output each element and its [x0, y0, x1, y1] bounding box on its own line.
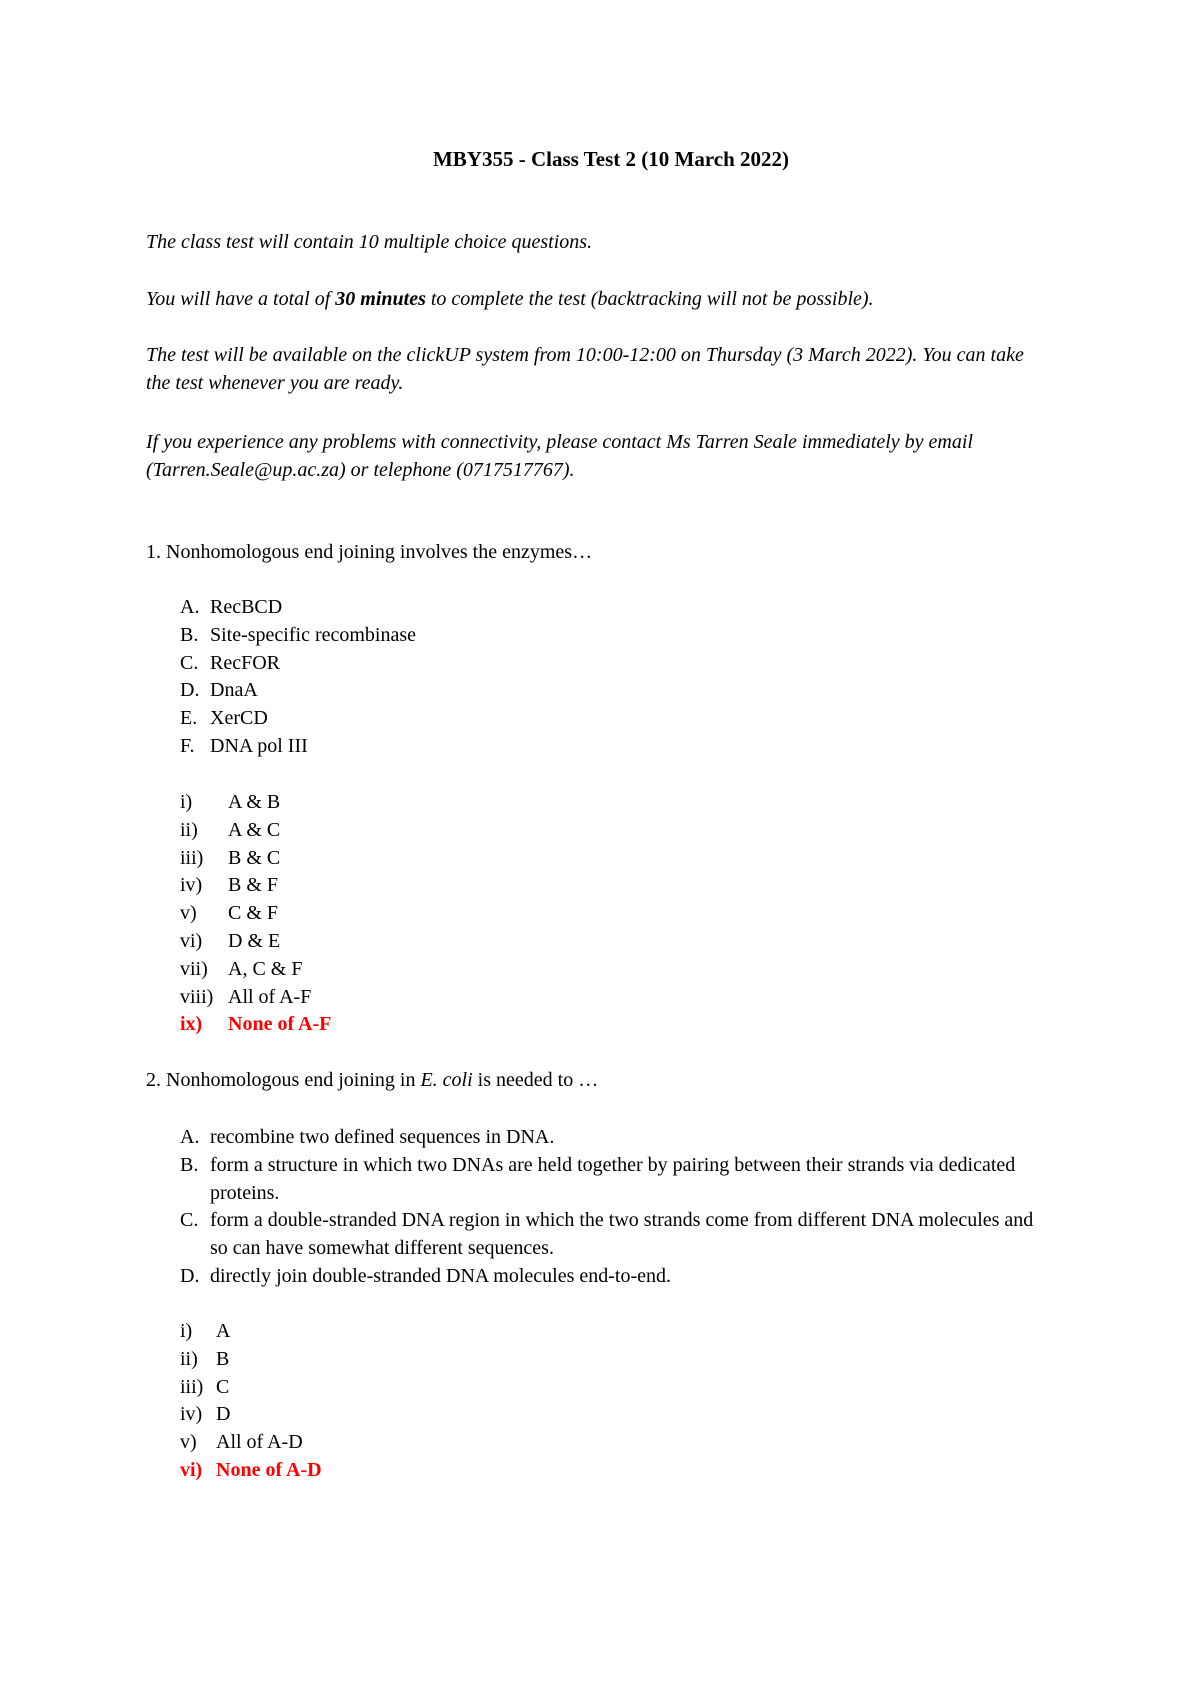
- answer-choice: [180, 845, 680, 873]
- intro-availability: The test will be available on the clickUP system from 10:00-12:00 on Thursday (3 March 2022). You can take the test whenever you are ready.: [146, 344, 1024, 394]
- option-text: XerCD: [210, 707, 268, 730]
- answer-choice: [180, 1457, 680, 1485]
- answer-choice: [180, 1346, 680, 1374]
- option-item: [180, 705, 1060, 733]
- intro-contact: If you experience any problems with connectivity, please contact Ms Tarren Seale immediately by email (Tarren.Seale@up.ac.za) or telephone (0717517767).: [146, 431, 973, 481]
- question-1-options: [180, 594, 1060, 761]
- option-item: [180, 733, 1060, 761]
- option-text: recombine two defined sequences in DNA.: [210, 1126, 555, 1148]
- answer-numeral: ix): [180, 1013, 203, 1036]
- option-letter: A.: [180, 596, 200, 618]
- answer-text: A & B: [228, 791, 281, 813]
- option-letter: E.: [180, 707, 198, 730]
- answer-numeral: v): [180, 902, 197, 925]
- option-item: [180, 1124, 1040, 1152]
- answer-text: C: [216, 1375, 230, 1398]
- answer-numeral: v): [180, 1431, 197, 1454]
- option-text: form a structure in which two DNAs are held together by pairing between their strands via dedicated proteins.: [210, 1153, 1016, 1204]
- answer-text: D: [216, 1403, 231, 1426]
- question-2-answers: [180, 1318, 680, 1485]
- answer-text: All of A-D: [216, 1431, 303, 1454]
- answer-choice: [180, 817, 680, 845]
- option-text: Site-specific recombinase: [210, 623, 417, 646]
- option-letter: B.: [180, 1153, 199, 1176]
- answer-text: B & F: [228, 874, 279, 897]
- option-item: [180, 1263, 1040, 1291]
- answer-text: A: [216, 1320, 231, 1342]
- answer-numeral: i): [180, 1320, 193, 1342]
- answer-choice: [180, 1011, 680, 1039]
- page-title: MBY355 - Class Test 2 (10 March 2022): [432, 147, 789, 171]
- answer-numeral: i): [180, 791, 193, 813]
- question-2-stem-before: 2. Nonhomologous end joining in: [146, 1069, 421, 1091]
- answer-text: B & C: [228, 846, 281, 869]
- option-letter: C.: [180, 651, 199, 674]
- option-item: [180, 594, 1060, 622]
- answer-text: None of A-D: [216, 1458, 322, 1481]
- option-letter: F.: [180, 734, 195, 757]
- intro-question-count: The class test will contain 10 multiple choice questions.: [146, 231, 593, 253]
- answer-text: None of A-F: [228, 1013, 332, 1036]
- answer-choice: [180, 956, 680, 984]
- answer-choice: [180, 1429, 680, 1457]
- answer-numeral: iii): [180, 1375, 204, 1398]
- intro-time-before: You will have a total of: [146, 288, 336, 310]
- option-item: [180, 677, 1060, 705]
- answer-text: B: [216, 1347, 230, 1370]
- answer-choice: [180, 1401, 680, 1429]
- option-letter: C.: [180, 1209, 199, 1232]
- intro-time-bold: 30 minutes: [335, 288, 426, 310]
- answer-choice: [180, 928, 680, 956]
- answer-text: All of A-F: [228, 985, 312, 1008]
- question-1-stem: 1. Nonhomologous end joining involves the enzymes…: [146, 541, 593, 563]
- answer-text: A & C: [228, 818, 281, 841]
- answer-numeral: vi): [180, 929, 203, 952]
- option-item: [180, 622, 1060, 650]
- option-text: RecBCD: [210, 596, 283, 618]
- question-2-stem-italic: E. coli: [420, 1069, 473, 1091]
- answer-choice: [180, 900, 680, 928]
- option-text: RecFOR: [210, 651, 280, 674]
- answer-text: A, C & F: [228, 957, 303, 980]
- option-letter: D.: [180, 1264, 200, 1287]
- option-text: DnaA: [210, 679, 258, 702]
- answer-choice: [180, 789, 680, 817]
- question-2-stem-after: is needed to …: [472, 1069, 599, 1091]
- option-letter: A.: [180, 1126, 200, 1148]
- option-letter: D.: [180, 679, 200, 702]
- option-text: form a double-stranded DNA region in which the two strands come from different DNA molecules and so can have somewhat different sequences.: [210, 1209, 1034, 1260]
- answer-numeral: iii): [180, 846, 204, 869]
- answer-choice: [180, 984, 680, 1012]
- intro-time-after: to complete the test (backtracking will not be possible).: [425, 288, 874, 310]
- answer-choice: [180, 1318, 680, 1346]
- option-letter: B.: [180, 623, 199, 646]
- option-item: [180, 1207, 1040, 1263]
- question-2-options: [180, 1124, 1040, 1291]
- answer-text: D & E: [228, 929, 281, 952]
- answer-numeral: vii): [180, 957, 208, 980]
- answer-numeral: viii): [180, 985, 214, 1008]
- answer-numeral: ii): [180, 1347, 198, 1370]
- intro-time-limit: [146, 285, 1076, 313]
- option-item: [180, 1152, 1040, 1208]
- answer-text: C & F: [228, 902, 279, 925]
- answer-numeral: iv): [180, 1403, 203, 1426]
- option-item: [180, 650, 1060, 678]
- answer-choice: [180, 872, 680, 900]
- answer-numeral: vi): [180, 1458, 203, 1481]
- option-text: DNA pol III: [210, 734, 308, 757]
- answer-choice: [180, 1374, 680, 1402]
- question-1-answers: [180, 789, 680, 1039]
- answer-numeral: iv): [180, 874, 203, 897]
- option-text: directly join double-stranded DNA molecules end-to-end.: [210, 1264, 671, 1287]
- question-2-stem: [146, 1066, 1076, 1094]
- answer-numeral: ii): [180, 818, 198, 841]
